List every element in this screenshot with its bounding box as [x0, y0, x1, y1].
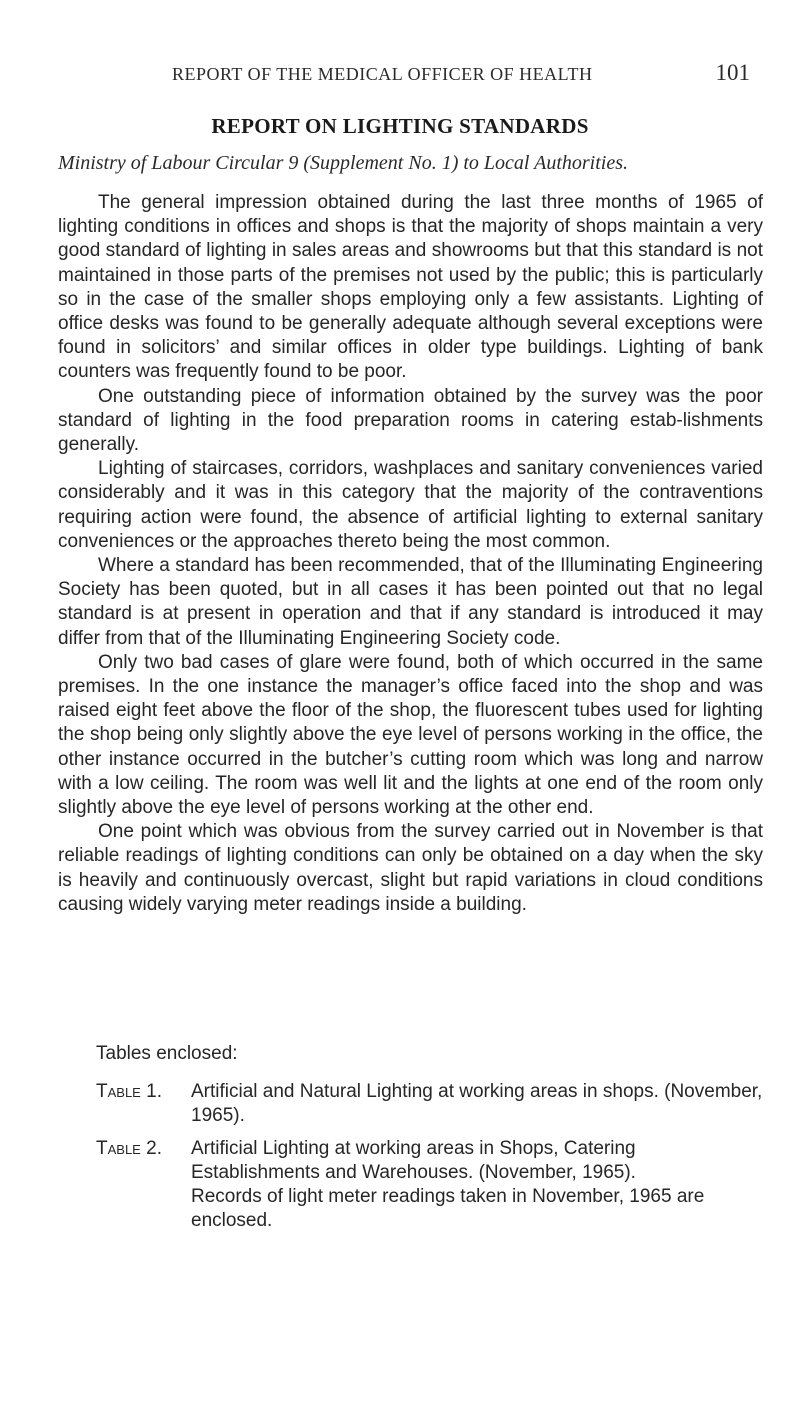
- running-title: REPORT OF THE MEDICAL OFFICER OF HEALTH: [172, 64, 593, 84]
- table-label: Table 2.: [96, 1137, 162, 1159]
- tables-heading: Tables enclosed:: [96, 1043, 238, 1064]
- paragraph-survey-november: One point which was obvious from the survey carried out in November is that reliable readings of lighting conditions can only be obtained on a day when the sky is heavily and continuously overcast, slight but rapid variations in cloud conditions causing widely varying meter readings inside a building.: [58, 821, 763, 915]
- table-description-line: Artificial Lighting at working areas in Shops, Catering Establishments and Warehouses. (November, 1965).: [191, 1137, 636, 1183]
- running-header: [60, 60, 750, 94]
- report-title: REPORT ON LIGHTING STANDARDS: [211, 114, 589, 138]
- paragraph-glare-cases: Only two bad cases of glare were found, both of which occurred in the same premises. In the one instance the manager’s office faced into the shop and was raised eight feet above the floor of the shop, the fluorescent tubes used for lighting the shop being only slightly above the eye level of persons working in the office, the other instance occurred in the butcher’s cutting room which was long and narrow with a low ceiling. The room was well lit and the lights at one end of the room only slightly above the eye level of persons working at the other end.: [58, 651, 763, 819]
- paragraph-food-preparation: One outstanding piece of information obtained by the survey was the poor standard of lighting in the food preparation rooms in catering estab-lishments generally.: [58, 385, 763, 456]
- page-number: 101: [715, 60, 750, 85]
- table-description-line: Artificial and Natural Lighting at working areas in shops. (November, 1965).: [191, 1081, 763, 1127]
- paragraph-standard-recommended: Where a standard has been recommended, that of the Illuminating Engineering Society has been quoted, but in all cases it has been pointed out that no legal standard is at present in operation and that if any standard is introduced it may differ from that of the Illuminating Engineering Society code.: [58, 555, 763, 649]
- table-description: [191, 1080, 763, 1128]
- table-description-line: Records of light meter readings taken in November, 1965 are enclosed.: [191, 1186, 705, 1232]
- report-subtitle: Ministry of Labour Circular 9 (Supplement No. 1) to Local Authorities.: [58, 152, 628, 174]
- table-entry-2: [96, 1137, 763, 1234]
- report-body: [58, 191, 763, 917]
- table-description: [191, 1137, 763, 1234]
- table-entry-1: [96, 1080, 763, 1128]
- paragraph-staircases: Lighting of staircases, corridors, washplaces and sanitary conveniences varied considerably and it was in this category that the majority of the contraventions requiring action were found, the absence of artificial lighting to external sanitary conveniences or the approaches thereto being the most common.: [58, 458, 763, 552]
- tables-enclosed: [58, 1042, 763, 1241]
- paragraph-general-impression: The general impression obtained during the last three months of 1965 of lighting conditions in offices and shops is that the majority of shops maintain a very good standard of lighting in sales areas and showrooms but that this standard is not maintained in those parts of the premises not used by the public; this is particularly so in the case of the smaller shops employing only a few assistants. Lighting of office desks was found to be generally adequate although several exceptions were found in solicitors’ and similar offices in older type buildings. Lighting of bank counters was frequently found to be poor.: [58, 192, 763, 383]
- table-label: Table 1.: [96, 1081, 162, 1103]
